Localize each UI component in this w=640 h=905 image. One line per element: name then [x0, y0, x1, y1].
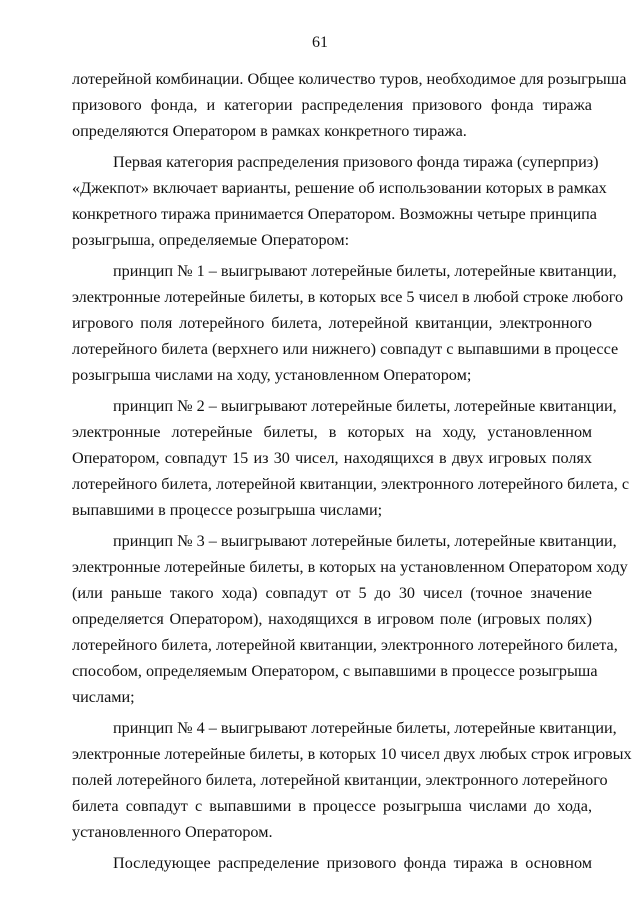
text-line: способом, определяемым Оператором, с выпавшими в процессе розыгрыша — [72, 662, 598, 680]
text-line: принцип № 3 – выигрывают лотерейные билеты, лотерейные квитанции, — [113, 532, 617, 550]
text-line: электронные лотерейные билеты, в которых на ходу, установленном — [72, 423, 592, 441]
text-line: призового фонда, и категории распределения призового фонда тиража — [72, 96, 592, 114]
text-line: числами; — [72, 688, 135, 706]
text-line: принцип № 2 – выигрывают лотерейные билеты, лотерейные квитанции, — [113, 397, 617, 415]
text-line: электронные лотерейные билеты, в которых на установленном Оператором ходу — [72, 558, 628, 576]
text-line: конкретного тиража принимается Оператором. Возможны четыре принципа — [72, 205, 597, 223]
text-line: принцип № 4 – выигрывают лотерейные билеты, лотерейные квитанции, — [113, 719, 617, 737]
text-line: лотерейного билета, лотерейной квитанции, электронного лотерейного билета, с — [72, 475, 630, 493]
text-line: розыгрыша, определяемые Оператором: — [72, 231, 350, 249]
text-line: лотерейной комбинации. Общее количество туров, необходимое для розыгрыша — [72, 70, 627, 88]
text-line: выпавшими в процессе розыгрыша числами; — [72, 501, 383, 519]
text-line: розыгрыша числами на ходу, установленном Оператором; — [72, 366, 472, 384]
text-line: лотерейного билета (верхнего или нижнего) совпадут с выпавшими в процессе — [72, 340, 619, 358]
text-line: «Джекпот» включает варианты, решение об использовании которых в рамках — [72, 179, 607, 197]
text-line: игрового поля лотерейного билета, лотерейной квитанции, электронного — [72, 314, 592, 332]
text-line: Первая категория распределения призового фонда тиража (суперприз) — [113, 153, 599, 171]
text-line: электронные лотерейные билеты, в которых 10 чисел двух любых строк игровых — [72, 745, 632, 763]
text-line: установленного Оператором. — [72, 823, 273, 841]
text-line: полей лотерейного билета, лотерейной квитанции, электронного лотерейного — [72, 771, 608, 789]
text-line: определяется Оператором), находящихся в игровом поле (игровых полях) — [72, 610, 592, 628]
text-line: билета совпадут с выпавшими в процессе розыгрыша числами до хода, — [72, 797, 592, 815]
text-line: принцип № 1 – выигрывают лотерейные билеты, лотерейные квитанции, — [113, 262, 617, 280]
text-line: Оператором, совпадут 15 из 30 чисел, находящихся в двух игровых полях — [72, 449, 592, 467]
text-line: электронные лотерейные билеты, в которых все 5 чисел в любой строке любого — [72, 288, 624, 306]
text-line: (или раньше такого хода) совпадут от 5 до 30 чисел (точное значение — [72, 584, 592, 602]
text-line: лотерейного билета, лотерейной квитанции, электронного лотерейного билета, — [72, 636, 618, 654]
text-line: Последующее распределение призового фонда тиража в основном — [113, 854, 592, 872]
text-line: определяются Оператором в рамках конкретного тиража. — [72, 122, 467, 140]
page-number: 61 — [312, 34, 328, 51]
